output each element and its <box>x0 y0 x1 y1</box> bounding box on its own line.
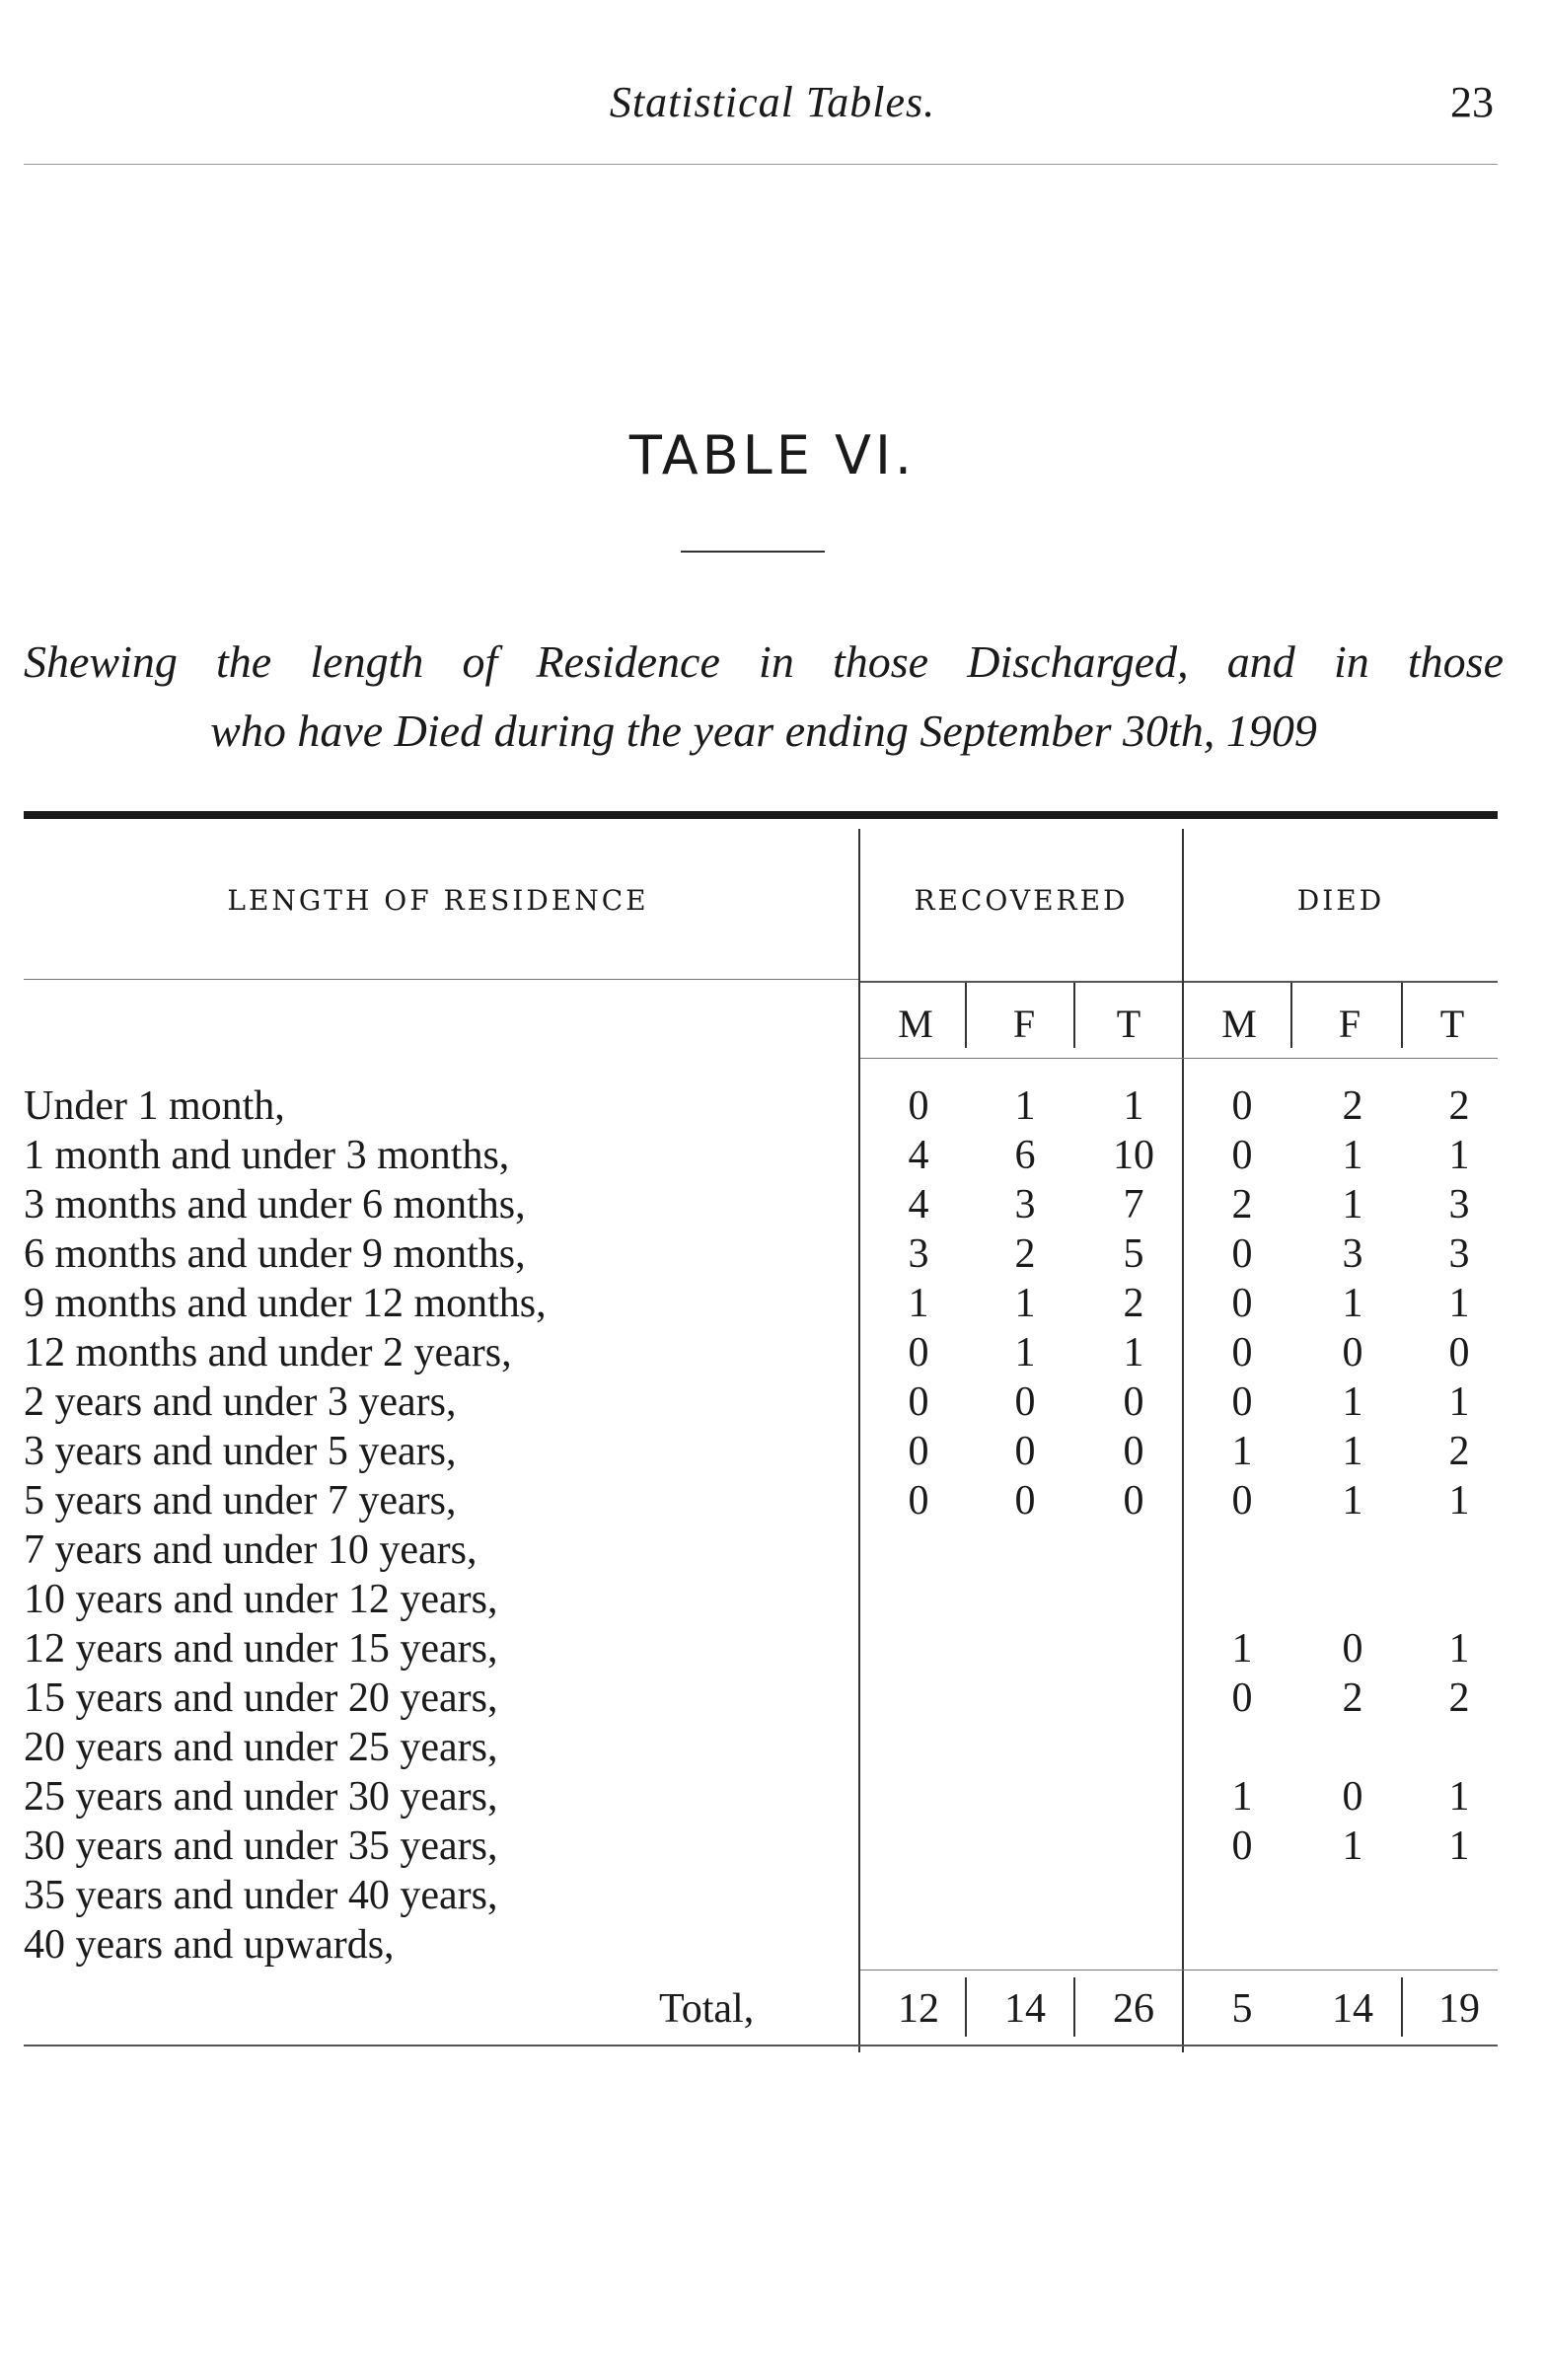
divider-died-mf <box>1290 983 1292 1048</box>
cell-rec-f: 1 <box>1014 1281 1036 1326</box>
cell-died-m: 0 <box>1231 1379 1253 1425</box>
title-rule <box>681 551 825 553</box>
cell-rec-f: 1 <box>1014 1083 1036 1129</box>
sub-head-died-m: M <box>1221 1002 1257 1046</box>
cell-died-m: 0 <box>1231 1083 1253 1129</box>
row-label: 2 years and under 3 years, <box>24 1379 457 1425</box>
sub-head-rec-m: M <box>898 1002 933 1046</box>
cell-died-f: 1 <box>1342 1281 1363 1326</box>
cell-rec-m: 4 <box>908 1182 929 1227</box>
divider-died-ft <box>1401 983 1403 1048</box>
cell-died-f: 0 <box>1342 1330 1363 1376</box>
row-label: 3 months and under 6 months, <box>24 1182 526 1227</box>
header-left-rule <box>24 979 858 980</box>
row-label: 10 years and under 12 years, <box>24 1577 498 1622</box>
recovered-header: RECOVERED <box>914 884 1129 917</box>
row-label: 12 months and under 2 years, <box>24 1330 512 1376</box>
row-label: 15 years and under 20 years, <box>24 1675 498 1721</box>
total-died-t: 19 <box>1438 1986 1480 2032</box>
table-row <box>24 1377 1498 1427</box>
row-label: 1 month and under 3 months, <box>24 1133 510 1178</box>
table-row <box>24 1772 1498 1822</box>
cell-rec-f: 3 <box>1014 1182 1036 1227</box>
cell-died-f: 1 <box>1342 1823 1363 1869</box>
cell-rec-m: 0 <box>908 1429 929 1474</box>
table-row <box>24 1673 1498 1723</box>
died-sub-rule <box>1184 981 1498 983</box>
table-row <box>24 1180 1498 1229</box>
table-row <box>24 1822 1498 1871</box>
cell-died-t: 2 <box>1448 1429 1470 1474</box>
cell-died-t: 2 <box>1448 1083 1470 1129</box>
table-row <box>24 1871 1498 1920</box>
running-head <box>0 77 1545 146</box>
cell-rec-t: 0 <box>1123 1379 1144 1425</box>
row-label: Under 1 month, <box>24 1083 285 1129</box>
cell-died-m: 1 <box>1231 1774 1253 1820</box>
recovered-sub-rule <box>860 981 1182 983</box>
table-top-rule <box>24 811 1498 819</box>
header-rule <box>24 164 1498 165</box>
table-row <box>24 1131 1498 1180</box>
cell-rec-m: 3 <box>908 1231 929 1277</box>
table-row <box>24 1328 1498 1377</box>
sub-head-rec-t: T <box>1116 1002 1141 1046</box>
cell-died-f: 1 <box>1342 1478 1363 1524</box>
subtitle-line-2: who have Died during the year ending September 30th, 1909 <box>210 706 1317 756</box>
cell-rec-f: 0 <box>1014 1478 1036 1524</box>
total-died-f: 14 <box>1332 1986 1373 2032</box>
cell-died-t: 1 <box>1448 1133 1470 1178</box>
total-rec-t: 26 <box>1113 1986 1154 2032</box>
died-header: DIED <box>1296 884 1385 917</box>
cell-died-t: 1 <box>1448 1281 1470 1326</box>
cell-died-f: 0 <box>1342 1626 1363 1672</box>
cell-rec-t: 2 <box>1123 1281 1144 1326</box>
cell-rec-f: 0 <box>1014 1429 1036 1474</box>
cell-rec-t: 5 <box>1123 1231 1144 1277</box>
cell-died-t: 1 <box>1448 1626 1470 1672</box>
cell-rec-t: 10 <box>1113 1133 1154 1178</box>
subtitle-line-1: Shewing the length of Residence in those Discharged, and in those <box>24 636 1504 687</box>
cell-rec-f: 6 <box>1014 1133 1036 1178</box>
cell-died-m: 1 <box>1231 1626 1253 1672</box>
cell-died-t: 2 <box>1448 1675 1470 1721</box>
divider-rec-mf <box>965 983 967 1048</box>
cell-died-f: 2 <box>1342 1083 1363 1129</box>
total-label: Total, <box>659 1986 755 2032</box>
table-row <box>24 1427 1498 1476</box>
table-row <box>24 1525 1498 1575</box>
row-label: 35 years and under 40 years, <box>24 1873 498 1918</box>
cell-rec-t: 1 <box>1123 1083 1144 1129</box>
cell-died-t: 3 <box>1448 1182 1470 1227</box>
cell-died-f: 1 <box>1342 1379 1363 1425</box>
table-row <box>24 1279 1498 1328</box>
cell-rec-m: 0 <box>908 1083 929 1129</box>
table-row <box>24 1920 1498 1970</box>
cell-died-t: 1 <box>1448 1823 1470 1869</box>
total-divider-3 <box>1401 1977 1403 2037</box>
cell-died-m: 0 <box>1231 1231 1253 1277</box>
cell-died-f: 1 <box>1342 1133 1363 1178</box>
cell-died-f: 1 <box>1342 1182 1363 1227</box>
table-row <box>24 1723 1498 1772</box>
cell-died-m: 0 <box>1231 1823 1253 1869</box>
table-row <box>24 1081 1498 1131</box>
running-title: Statistical Tables. <box>609 78 936 126</box>
row-label: 30 years and under 35 years, <box>24 1823 498 1869</box>
table-row <box>24 1229 1498 1279</box>
cell-rec-t: 7 <box>1123 1182 1144 1227</box>
subheader-bottom-rule <box>860 1058 1498 1059</box>
row-label: 7 years and under 10 years, <box>24 1527 478 1573</box>
row-label: 25 years and under 30 years, <box>24 1774 498 1820</box>
cell-died-m: 0 <box>1231 1330 1253 1376</box>
table-row <box>24 1624 1498 1673</box>
row-label: 5 years and under 7 years, <box>24 1478 457 1524</box>
cell-died-t: 1 <box>1448 1774 1470 1820</box>
cell-died-m: 2 <box>1231 1182 1253 1227</box>
cell-rec-t: 0 <box>1123 1478 1144 1524</box>
sub-head-died-t: T <box>1439 1002 1465 1046</box>
row-label: 12 years and under 15 years, <box>24 1626 498 1672</box>
cell-rec-m: 0 <box>908 1330 929 1376</box>
cell-died-f: 1 <box>1342 1429 1363 1474</box>
cell-rec-t: 1 <box>1123 1330 1144 1376</box>
cell-died-m: 0 <box>1231 1281 1253 1326</box>
row-label: 3 years and under 5 years, <box>24 1429 457 1474</box>
cell-died-m: 0 <box>1231 1675 1253 1721</box>
cell-rec-m: 0 <box>908 1379 929 1425</box>
row-label: 6 months and under 9 months, <box>24 1231 526 1277</box>
table-row <box>24 1575 1498 1624</box>
cell-died-t: 1 <box>1448 1379 1470 1425</box>
cell-died-t: 3 <box>1448 1231 1470 1277</box>
cell-rec-m: 4 <box>908 1133 929 1178</box>
total-top-rule <box>860 1970 1498 1971</box>
total-died-m: 5 <box>1231 1986 1253 2032</box>
sub-head-died-f: F <box>1338 1002 1361 1046</box>
table-row <box>24 1476 1498 1525</box>
cell-rec-f: 2 <box>1014 1231 1036 1277</box>
cell-rec-f: 1 <box>1014 1330 1036 1376</box>
cell-died-m: 0 <box>1231 1478 1253 1524</box>
total-divider-1 <box>965 1977 967 2037</box>
total-rec-f: 14 <box>1004 1986 1046 2032</box>
cell-died-t: 1 <box>1448 1478 1470 1524</box>
total-divider-2 <box>1073 1977 1075 2037</box>
cell-rec-f: 0 <box>1014 1379 1036 1425</box>
sub-head-rec-f: F <box>1012 1002 1036 1046</box>
cell-rec-m: 1 <box>908 1281 929 1326</box>
cell-died-m: 1 <box>1231 1429 1253 1474</box>
page-number: 23 <box>1450 78 1494 126</box>
table-bottom-rule <box>24 2045 1498 2046</box>
table-subtitle <box>24 628 1504 766</box>
row-label: 20 years and under 25 years, <box>24 1725 498 1770</box>
cell-died-m: 0 <box>1231 1133 1253 1178</box>
table-title: TABLE VI. <box>628 424 917 486</box>
cell-rec-m: 0 <box>908 1478 929 1524</box>
cell-died-f: 0 <box>1342 1774 1363 1820</box>
total-rec-m: 12 <box>898 1986 939 2032</box>
length-of-residence-header: LENGTH OF RESIDENCE <box>227 884 649 917</box>
row-label: 9 months and under 12 months, <box>24 1281 547 1326</box>
cell-rec-t: 0 <box>1123 1429 1144 1474</box>
cell-died-t: 0 <box>1448 1330 1470 1376</box>
row-label: 40 years and upwards, <box>24 1922 395 1968</box>
divider-rec-ft <box>1073 983 1075 1048</box>
cell-died-f: 2 <box>1342 1675 1363 1721</box>
cell-died-f: 3 <box>1342 1231 1363 1277</box>
